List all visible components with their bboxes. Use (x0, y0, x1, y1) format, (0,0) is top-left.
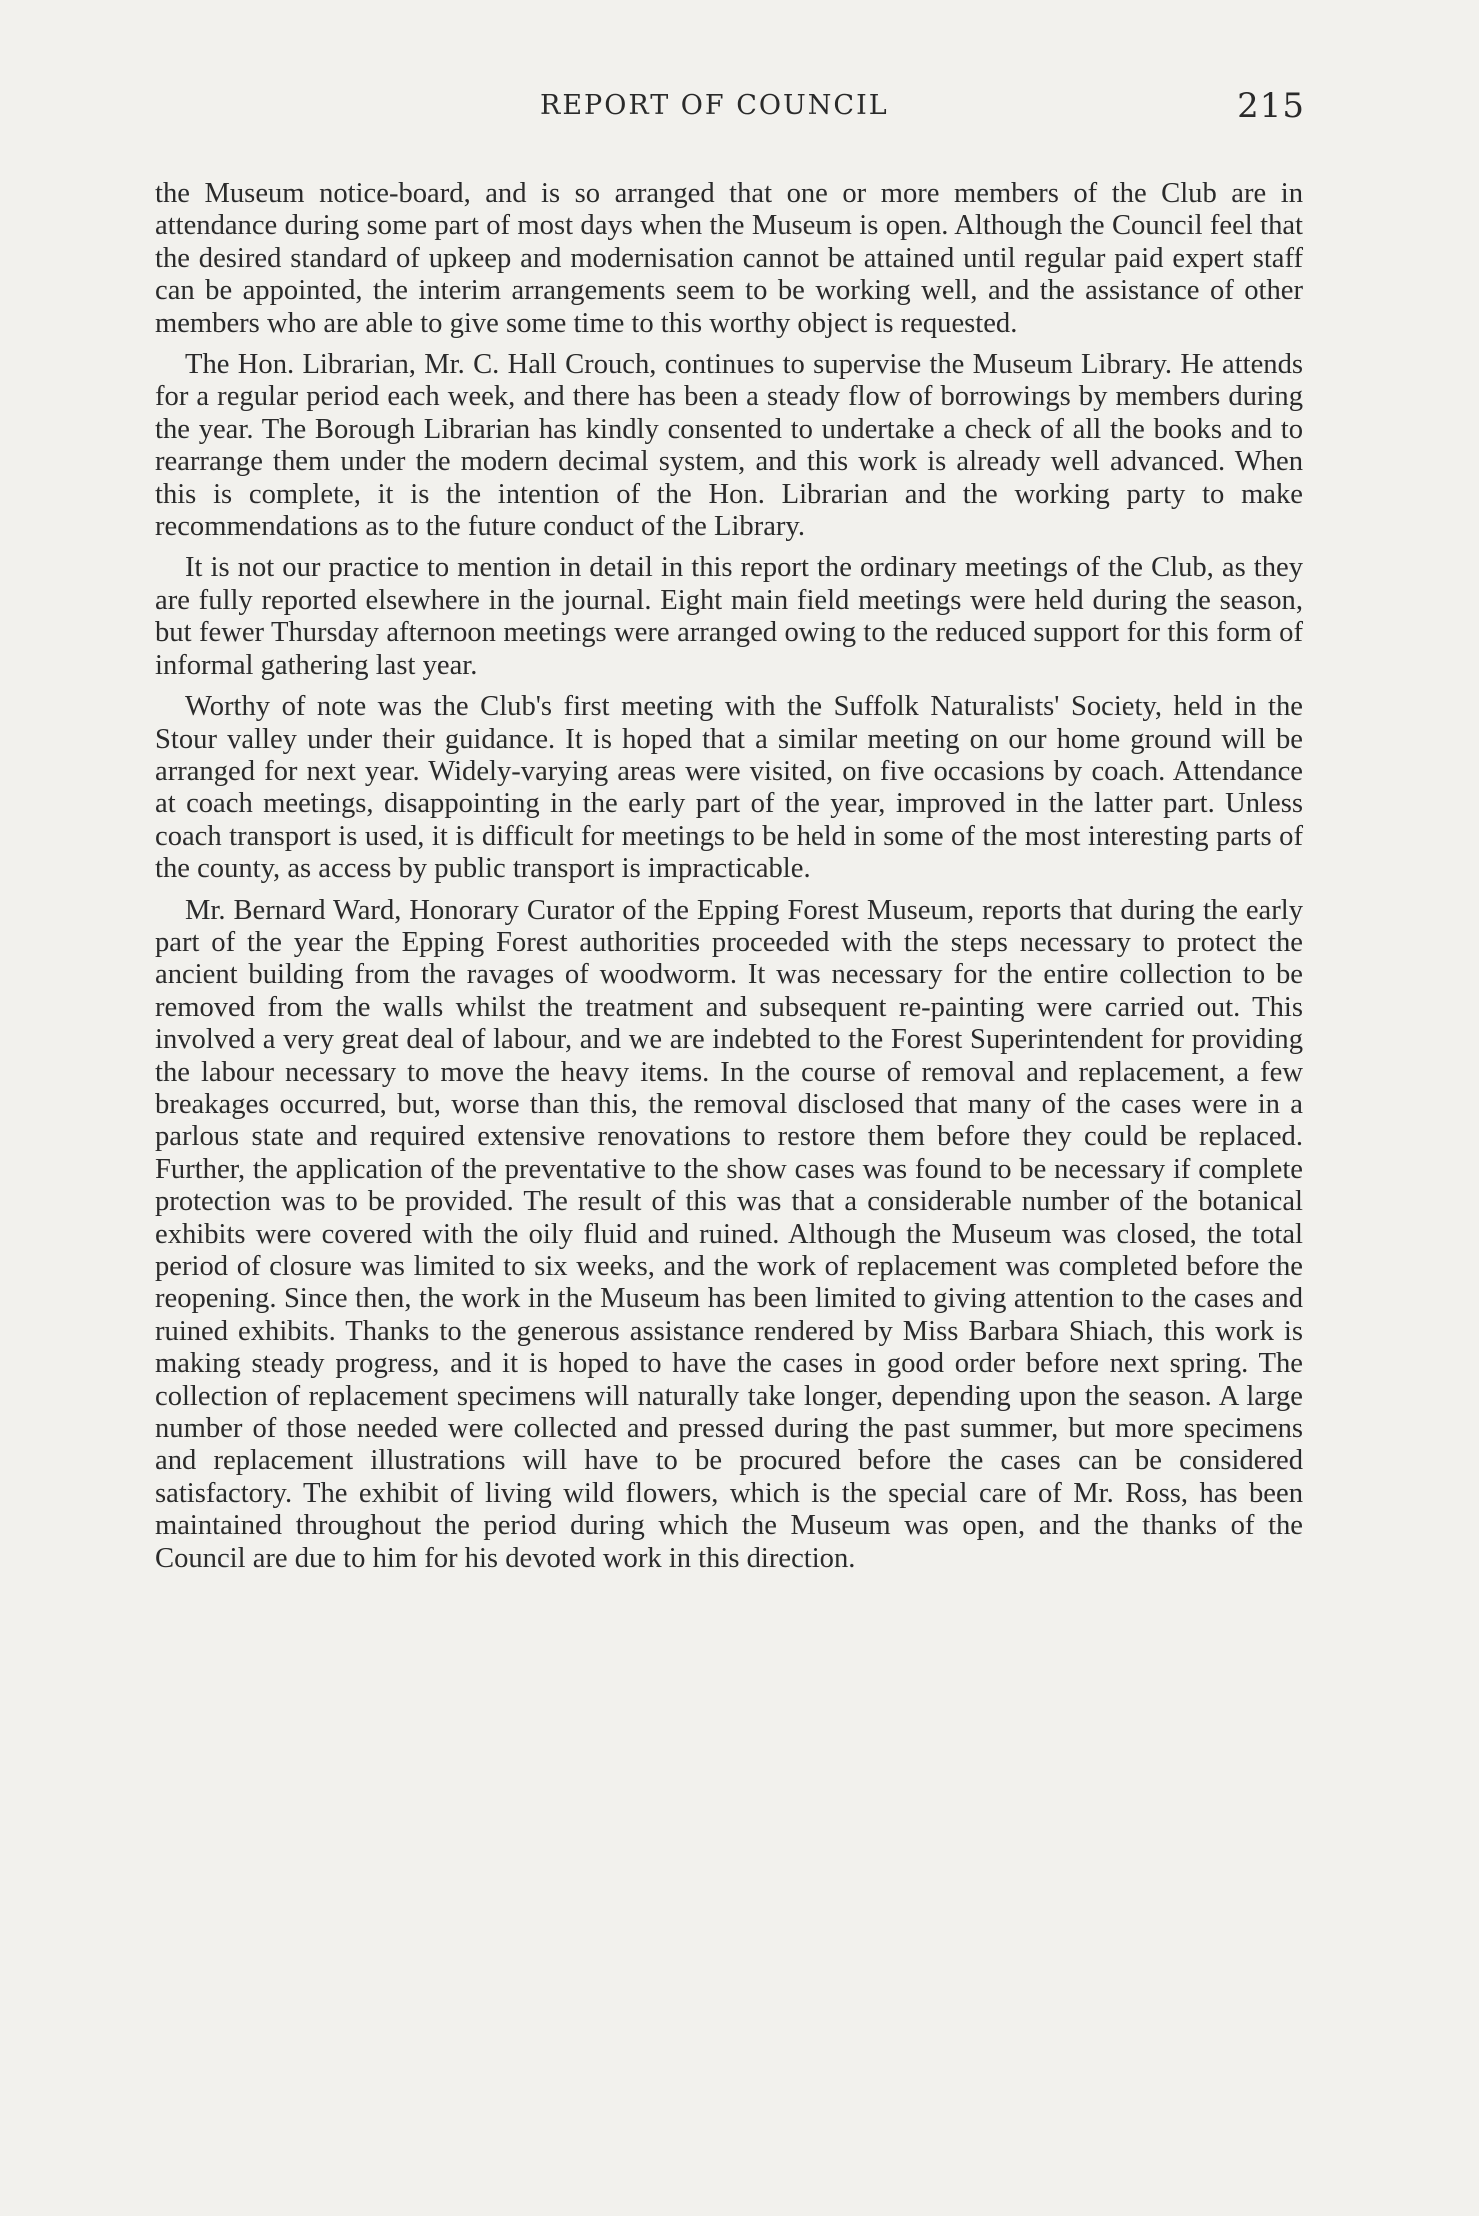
paragraph-epping-forest-museum: Mr. Bernard Ward, Honorary Curator of the Epping Forest Museum, reports that during the early part of the year the Epping Forest authorities proceeded with the steps necessary to protect the ancient building from the ravages of woodworm. It was necessary for the entire collection to be removed from the walls whilst the treatment and subsequent re-painting were carried out. This involved a very great deal of labour, and we are indebted to the Forest Superintendent for providing the labour necessary to move the heavy items. In the course of removal and replacement, a few breakages occurred, but, worse than this, the removal disclosed that many of the cases were in a parlous state and required extensive renovations to restore them before they could be replaced. Further, the application of the preventative to the show cases was found to be necessary if complete protection was to be provided. The result of this was that a considerable number of the botanical exhibits were covered with the oily fluid and ruined. Although the Museum was closed, the total period of closure was limited to six weeks, and the work of replacement was completed before the reopening. Since then, the work in the Museum has been limited to giving attention to the cases and ruined exhibits. Thanks to the generous assistance rendered by Miss Barbara Shiach, this work is making steady progress, and it is hoped to have the cases in good order before next spring. The collection of replacement specimens will naturally take longer, depending upon the season. A large number of those needed were collected and pressed during the past summer, but more specimens and replacement illustrations will have to be procured before the cases can be considered satisfactory. The exhibit of living wild flowers, which is the special care of Mr. Ross, has been maintained throughout the period during which the Museum was open, and the thanks of the Council are due to him for his devoted work in this direction. (155, 894, 1303, 1574)
running-head (155, 86, 1305, 136)
page-number: 215 (1237, 86, 1305, 126)
paragraph-meetings: It is not our practice to mention in detail in this report the ordinary meetings of the Club, as they are fully reported elsewhere in the journal. Eight main field meetings were held during the season, but fewer Thursday afternoon meetings were arranged owing to the reduced support for this form of informal gathering last year. (155, 552, 1303, 681)
running-title: REPORT OF COUNCIL (540, 90, 889, 121)
paragraph-library: The Hon. Librarian, Mr. C. Hall Crouch, continues to supervise the Museum Library. He attends for a regular period each week, and there has been a steady flow of borrowings by members during the year. The Borough Librarian has kindly consented to undertake a check of all the books and to rearrange them under the modern decimal system, and this work is already well advanced. When this is complete, it is the intention of the Hon. Librarian and the working party to make recommendations as to the future conduct of the Library. (155, 349, 1303, 543)
paragraph-museum-attendance: the Museum notice-board, and is so arranged that one or more members of the Club are in attendance during some part of most days when the Museum is open. Although the Council feel that the desired standard of upkeep and modernisation cannot be attained until regular paid expert staff can be appointed, the interim arrangements seem to be working well, and the assistance of other members who are able to give some time to this worthy object is requested. (155, 178, 1303, 339)
body-text (155, 178, 1303, 1584)
paragraph-suffolk-meeting: Worthy of note was the Club's first meeting with the Suffolk Naturalists' Society, held in the Stour valley under their guidance. It is hoped that a similar meeting on our home ground will be arranged for next year. Widely-varying areas were visited, on five occasions by coach. Attendance at coach meetings, disappointing in the early part of the year, improved in the latter part. Unless coach transport is used, it is difficult for meetings to be held in some of the most interesting parts of the county, as access by public transport is impracticable. (155, 691, 1303, 885)
